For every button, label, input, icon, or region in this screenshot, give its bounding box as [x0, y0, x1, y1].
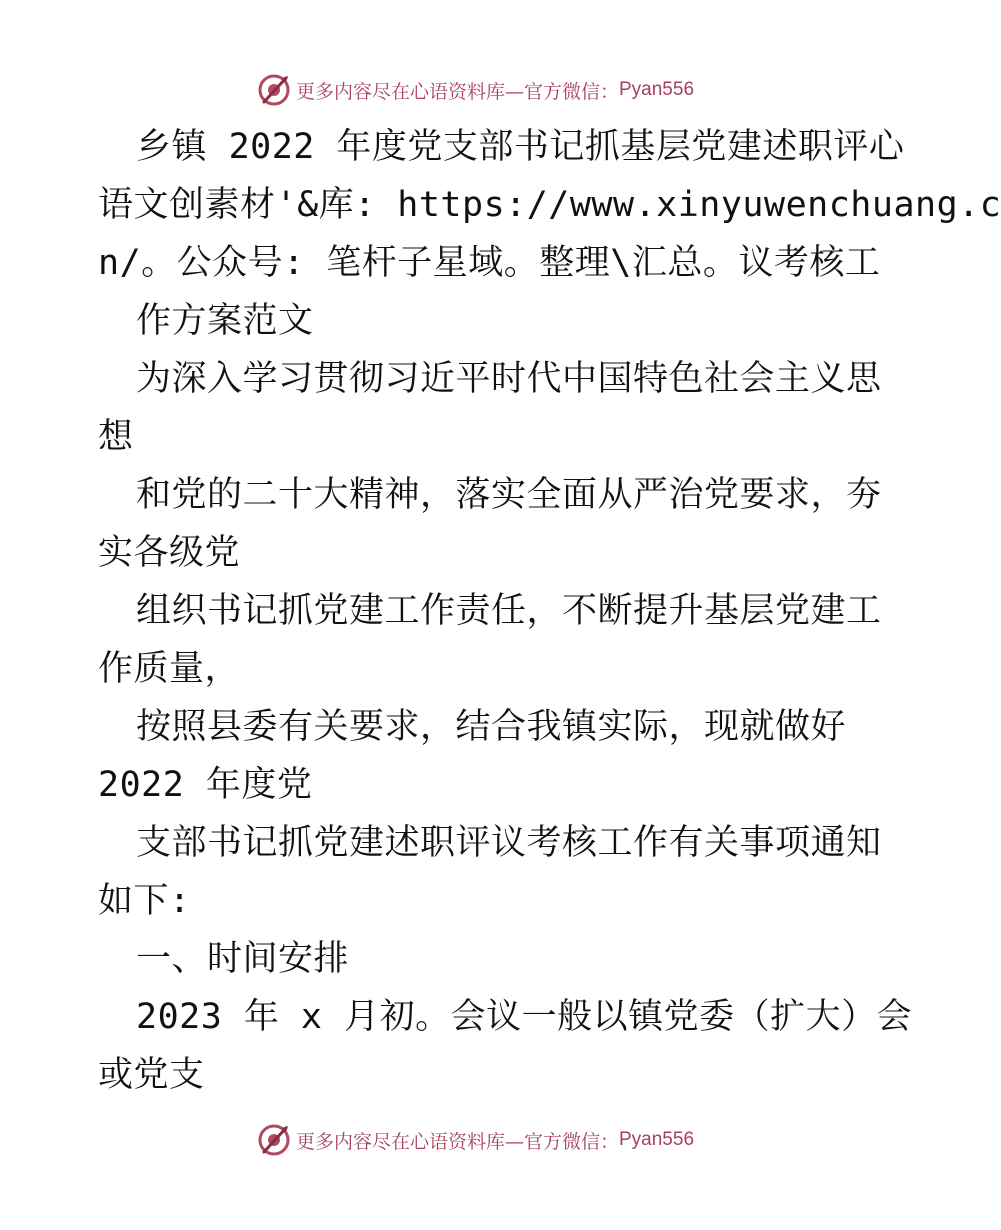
footer-watermark-text: 更多内容尽在心语资料库—官方微信：: [295, 1130, 619, 1153]
body-line: n/。公众号: 笔杆子星域。整理\汇总。议考核工: [98, 243, 881, 283]
body-line: 2023 年 x 月初。会议一般以镇党委（扩大）会: [136, 997, 913, 1037]
body-line: 为深入学习贯彻习近平时代中国特色社会主义思: [136, 359, 882, 399]
body-line: 实各级党: [98, 533, 241, 573]
body-line: 作方案范文: [136, 301, 314, 341]
body-line: 和党的二十大精神，落实全面从严治党要求，夯: [136, 475, 882, 515]
footer-watermark-banner: [0, 1120, 950, 1160]
header-wechat-id: Pyan556: [619, 79, 695, 100]
body-line: 支部书记抓党建述职评议考核工作有关事项通知: [136, 823, 882, 863]
body-line: 2022 年度党: [98, 765, 313, 805]
header-watermark-banner: [0, 70, 950, 110]
body-line: 乡镇 2022 年度党支部书记抓基层党建述职评心: [136, 127, 905, 167]
brand-logo-icon: [256, 1122, 292, 1158]
body-line: 语文创素材'&库: https://www.xinyuwenchuang.c: [98, 185, 1001, 225]
body-line: 如下:: [98, 881, 191, 921]
header-watermark-text: 更多内容尽在心语资料库—官方微信：: [295, 80, 619, 103]
body-line: 组织书记抓党建工作责任，不断提升基层党建工: [136, 591, 882, 631]
body-line: 想: [98, 417, 134, 457]
brand-logo-icon: [256, 72, 292, 108]
footer-wechat-id: Pyan556: [619, 1129, 695, 1150]
body-line: 作质量，: [98, 649, 241, 689]
body-line: 或党支: [98, 1055, 205, 1095]
section-heading: 一、时间安排: [136, 939, 350, 979]
body-line: 按照县委有关要求，结合我镇实际，现就做好: [136, 707, 847, 747]
document-body: [98, 118, 1001, 1104]
